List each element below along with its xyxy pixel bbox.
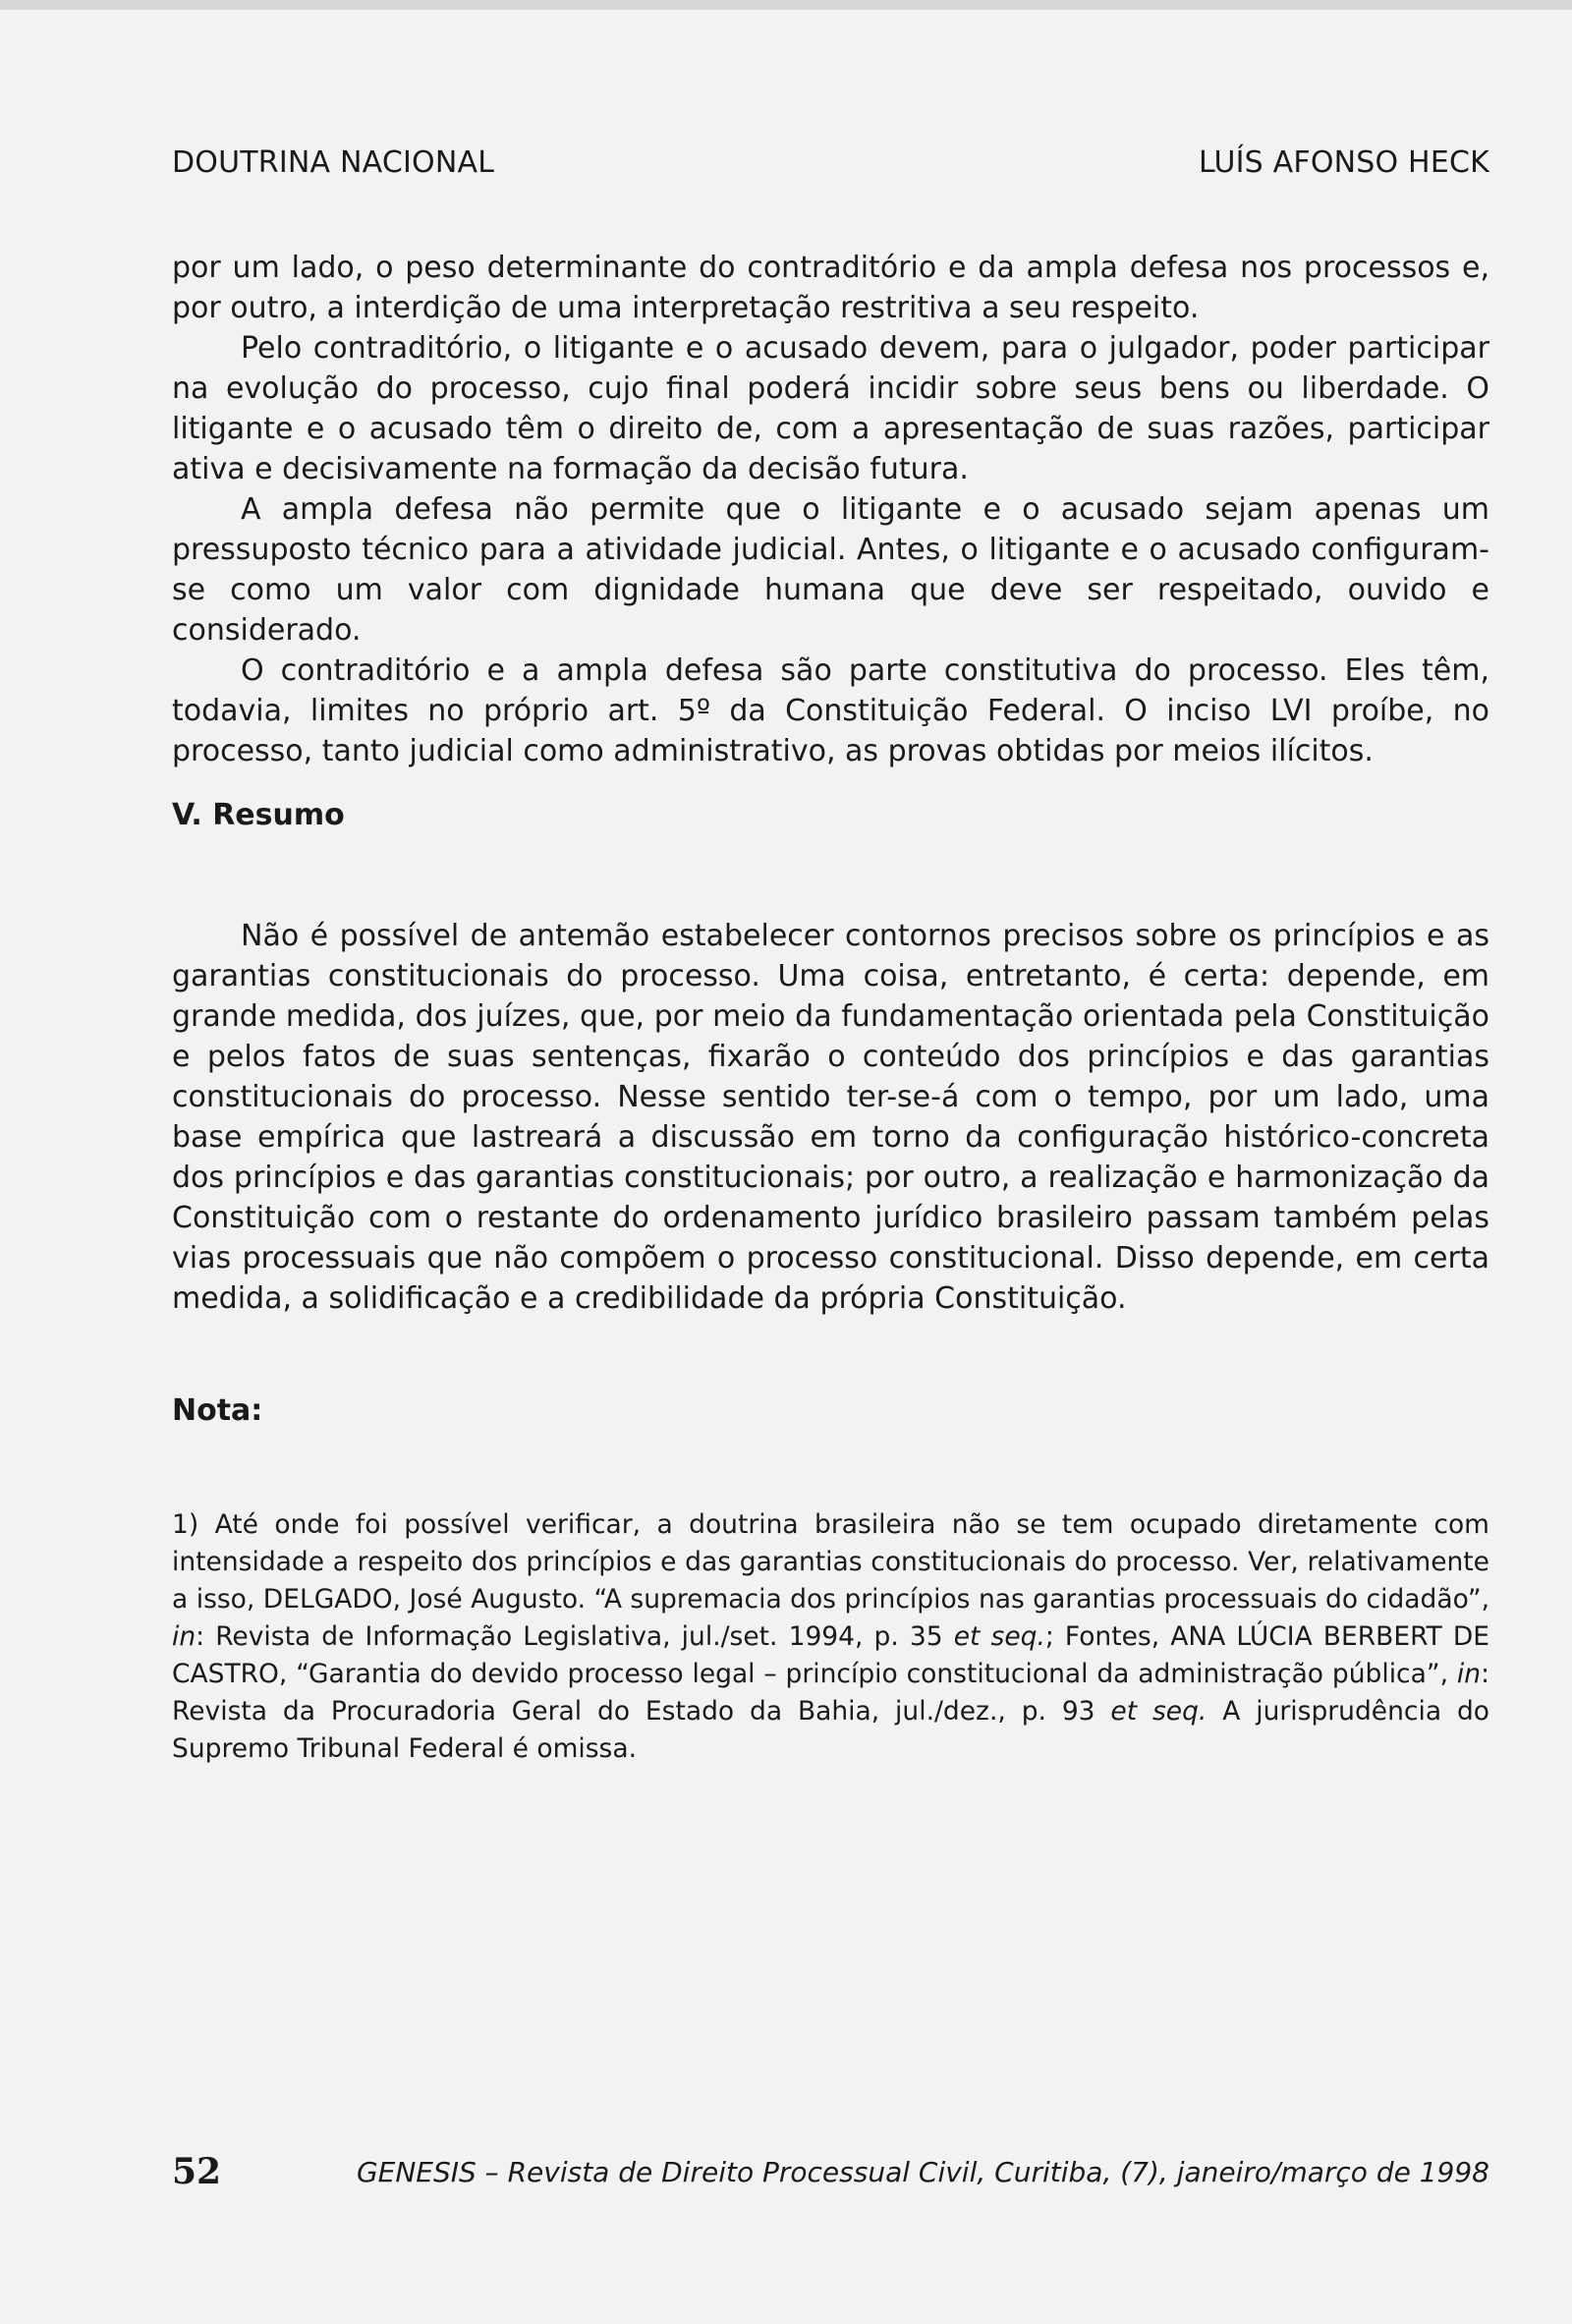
note-heading: Nota: <box>172 1393 263 1428</box>
paragraph-limites: O contraditório e a ampla defesa são parte constitutiva do processo. Eles têm, todavia, limites no próprio art. 5º da Constituição Federal. O inciso LVI proíbe, no processo, tanto judicial como administrativo, as provas obtidas por meios ilícitos. <box>172 653 1489 768</box>
footnote-text: : Revista da Procuradoria Geral do Estado da Bahia, jul./dez., p. 93 <box>172 1659 1489 1727</box>
header-section-title: DOUTRINA NACIONAL <box>172 144 495 180</box>
paragraph-ampla-defesa: A ampla defesa não permite que o litigante e o acusado sejam apenas um pressuposto técnico para a atividade judicial. Antes, o litigante e o acusado configuram-se como um valor com dignidade humana que deve ser respeitado, ouvido e considerado. <box>172 492 1489 648</box>
footnote-italic-etseq: et seq. <box>1110 1696 1207 1727</box>
footnote-italic-in: in <box>172 1621 196 1652</box>
summary-section <box>172 916 1489 1319</box>
footnote-text: ; Fontes, ANA LÚCIA BERBERT DE CASTRO, “Garantia do devido processo legal – princípio constitucional da administração pública”, <box>172 1621 1489 1689</box>
footnote <box>172 1506 1489 1768</box>
footnote-text: A jurisprudência do Supremo Tribunal Federal é omissa. <box>172 1696 1489 1764</box>
footnote-text: 1) Até onde foi possível verificar, a doutrina brasileira não se tem ocupado diretamente com intensidade a respeito dos princípios e das garantias constitucionais do processo. Ver, relativamente a isso, DELGADO, José Augusto. “A supremacia dos princípios nas garantias processuais do cidadão”, <box>172 1509 1489 1615</box>
paragraph-contraditorio: Pelo contraditório, o litigante e o acusado devem, para o julgador, poder participar na evolução do processo, cujo final poderá incidir sobre seus bens ou liberdade. O litigante e o acusado têm o direito de, com a apresentação de suas razões, participar ativa e decisivamente na formação da decisão futura. <box>172 331 1489 486</box>
summary-paragraph: Não é possível de antemão estabelecer contornos precisos sobre os princípios e as garantias constitucionais do processo. Uma coisa, entretanto, é certa: depende, em grande medida, dos juízes, que, por meio da fundamentação orientada pela Constituição e pelos fatos de suas sentenças, fixarão o conteúdo dos princípios e das garantias constitucionais do processo. Nesse sentido ter-se-á com o tempo, por um lado, uma base empírica que lastreará a discussão em torno da configuração histórico-concreta dos princípios e das garantias constitucionais; por outro, a realização e harmonização da Constituição com o restante do ordenamento jurídico brasileiro passam também pelas vias processuais que não compõem o processo constitucional. Disso depende, em certa medida, a solidificação e a credibilidade da própria Constituição. <box>172 919 1489 1316</box>
scan-edge <box>0 0 1572 10</box>
footnote-italic-etseq: et seq. <box>953 1621 1045 1652</box>
body-paragraphs <box>172 248 1489 771</box>
section-heading: V. Resumo <box>172 798 345 832</box>
header-author: LUÍS AFONSO HECK <box>1199 144 1489 180</box>
paragraph-continuation: por um lado, o peso determinante do contraditório e da ampla defesa nos processos e, por outro, a interdição de uma interpretação restritiva a seu respeito. <box>172 251 1489 325</box>
footnote-italic-in: in <box>1456 1659 1482 1689</box>
footnote-text: : Revista de Informação Legislativa, jul./set. 1994, p. 35 <box>196 1621 954 1652</box>
page-footer <box>172 2150 1489 2193</box>
page-number: 52 <box>172 2151 222 2192</box>
running-header <box>172 142 1489 182</box>
journal-citation: GENESIS – Revista de Direito Processual Civil, Curitiba, (7), janeiro/março de 1998 <box>356 2155 1489 2188</box>
